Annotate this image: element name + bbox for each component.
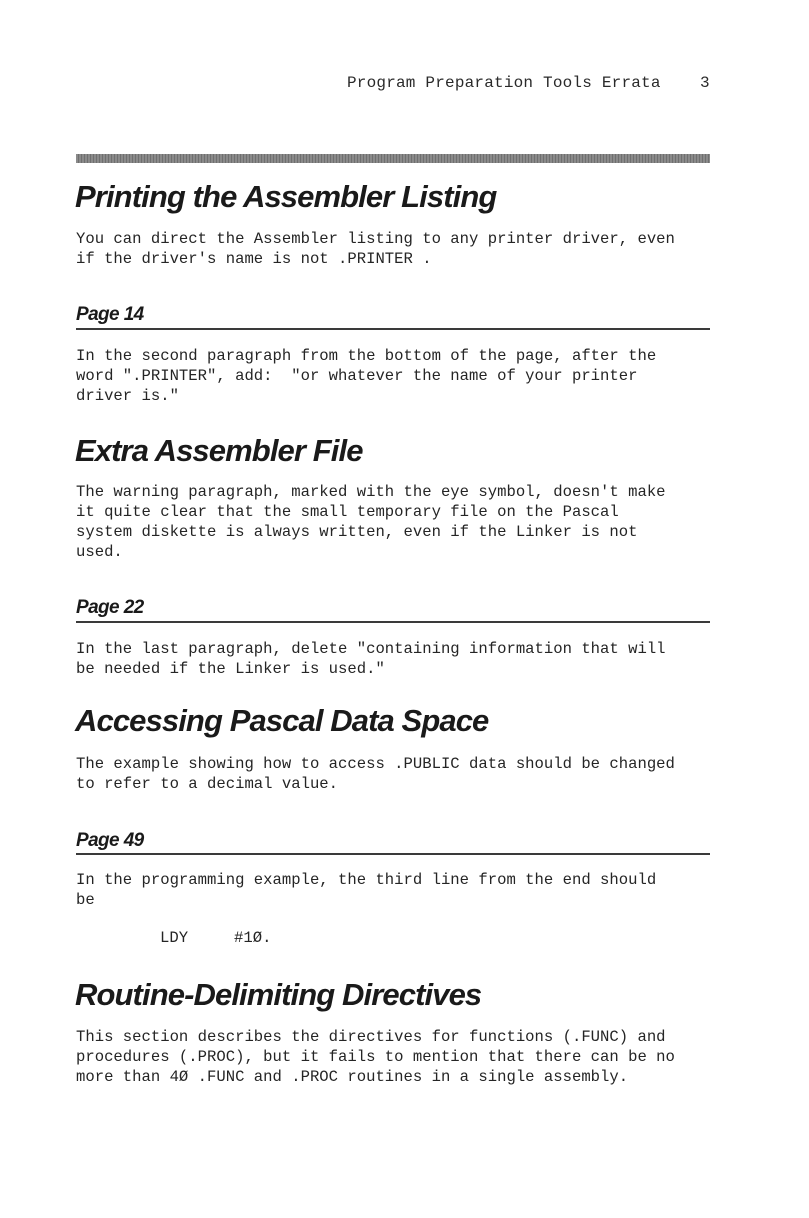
section-text-printing-listing: You can direct the Assembler listing to any printer driver, even if the driver's name is not .PRINTER . — [76, 230, 675, 268]
running-title: Program Preparation Tools Errata — [347, 74, 661, 92]
section-text-extra-file: The warning paragraph, marked with the eye symbol, doesn't make it quite clear that the small temporary file on the Pascal system diskette is always written, even if the Linker is not used. — [76, 483, 666, 561]
code-operand: #1Ø. — [234, 929, 272, 947]
page-ref-22: Page 22 — [76, 597, 144, 618]
section-title-extra-file: Extra Assembler File — [75, 433, 363, 468]
code-mnemonic: LDY — [160, 929, 189, 947]
section-text-routine-directives: This section describes the directives for functions (.FUNC) and procedures (.PROC), but it fails to mention that there can be no more than 4Ø .FUNC and .PROC routines in a single assembly. — [76, 1028, 675, 1086]
page-ref-rule — [76, 853, 710, 855]
page-number: 3 — [700, 74, 710, 92]
section-title-printing-listing: Printing the Assembler Listing — [75, 179, 497, 214]
section-text-pascal-data: The example showing how to access .PUBLIC data should be changed to refer to a decimal value. — [76, 755, 675, 793]
page-ref-14: Page 14 — [76, 304, 144, 325]
page-22-text: In the last paragraph, delete "containing information that will be needed if the Linker is used." — [76, 640, 666, 678]
page-ref-49: Page 49 — [76, 830, 144, 851]
section-divider-bar — [76, 154, 710, 163]
section-title-pascal-data: Accessing Pascal Data Space — [75, 703, 489, 738]
page-ref-rule — [76, 621, 710, 623]
section-title-routine-directives: Routine-Delimiting Directives — [75, 977, 482, 1012]
page-14-text: In the second paragraph from the bottom of the page, after the word ".PRINTER", add: "or whatever the name of your printer driver is." — [76, 347, 657, 405]
page-ref-rule — [76, 328, 710, 330]
page-49-text: In the programming example, the third line from the end should be — [76, 871, 657, 909]
